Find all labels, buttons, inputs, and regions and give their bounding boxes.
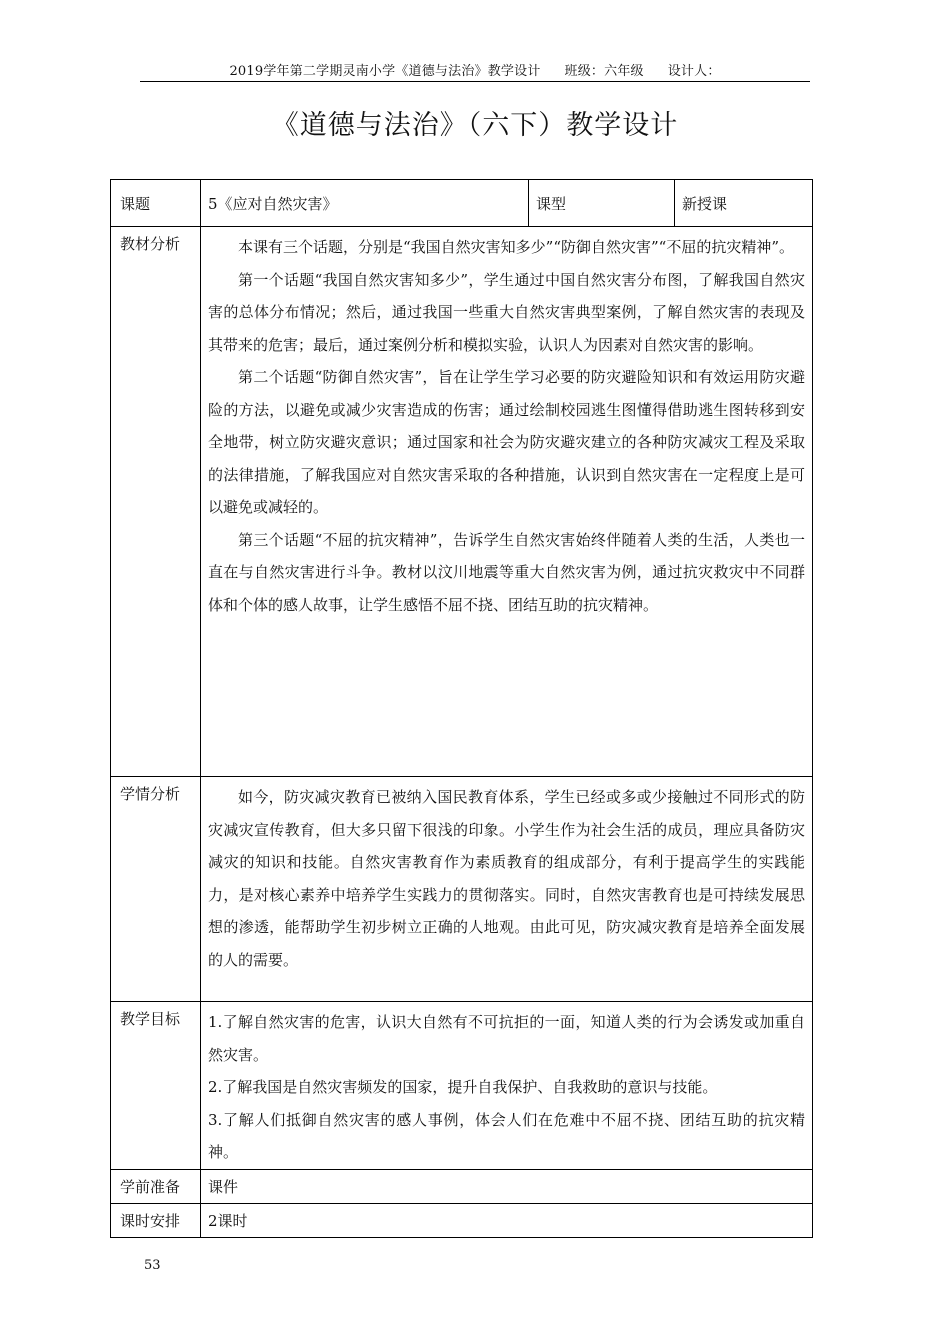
textbook-paragraph: 第二个话题“防御自然灾害”，旨在让学生学习必要的防灾避险知识和有效运用防灾避险的方法，以避免或减少灾害造成的伤害；通过绘制校园逃生图懂得借助逃生图转移到安全地带，树立防灾避灾意识；通过国家和社会为防灾避灾建立的各种防灾减灾工程及采取的法律措施，了解我国应对自然灾害采取的各种措施，认识到自然灾害在一定程度上是可以避免或减轻的。 [208,368,805,516]
preparation-value: 课件 [201,1169,813,1203]
textbook-paragraph: 第三个话题“不屈的抗灾精神”，告诉学生自然灾害始终伴随着人类的生活，人类也一直在与自然灾害进行斗争。教材以汶川地震等重大自然灾害为例，通过抗灾救灾中不同群体和个体的感人故事，让学生感悟不屈不挠、团结互助的抗灾精神。 [208,530,805,614]
schedule-label: 课时安排 [111,1203,201,1237]
schedule-row [111,1203,813,1237]
header-designer: 设计人： [667,64,721,79]
objectives-content [201,1002,813,1170]
student-analysis-row [111,777,813,1002]
topic-value: 5《应对自然灾害》 [201,180,529,227]
document-title: 《道德与法治》（六下）教学设计 [271,110,679,141]
preparation-label: 学前准备 [111,1169,201,1203]
page-header [140,60,810,82]
textbook-analysis-row [111,227,813,777]
page-number: 53 [144,1258,161,1273]
objective-item: 3.了解人们抵御自然灾害的感人事例，体会人们在危难中不屈不挠、团结互助的抗灾精神。 [208,1110,805,1161]
topic-row [111,180,813,227]
preparation-row [111,1169,813,1203]
objectives-row [111,1002,813,1170]
objective-item: 1.了解自然灾害的危害，认识大自然有不可抗拒的一面，知道人类的行为会诱发或加重自然灾害。 [208,1013,805,1064]
textbook-analysis-label: 教材分析 [111,227,201,777]
lesson-type-value: 新授课 [675,180,813,227]
objectives-label: 教学目标 [111,1002,201,1170]
lesson-plan-table [110,179,813,1238]
schedule-value: 2课时 [201,1203,813,1237]
student-paragraph: 如今，防灾减灾教育已被纳入国民教育体系，学生已经或多或少接触过不同形式的防灾减灾宣传教育，但大多只留下很浅的印象。小学生作为社会生活的成员，理应具备防灾减灾的知识和技能。自然灾害教育作为素质教育的组成部分，有利于提高学生的实践能力，是对核心素养中培养学生实践力的贯彻落实。同时，自然灾害教育也是可持续发展思想的渗透，能帮助学生初步树立正确的人地观。由此可见，防灾减灾教育是培养全面发展的人的需要。 [208,788,805,969]
textbook-paragraph: 本课有三个话题，分别是“我国自然灾害知多少”“防御自然灾害”“不屈的抗灾精神”。 [238,238,795,256]
textbook-paragraph: 第一个话题“我国自然灾害知多少”，学生通过中国自然灾害分布图，了解我国自然灾害的总体分布情况；然后，通过我国一些重大自然灾害典型案例，了解自然灾害的表现及其带来的危害；最后，通过案例分析和模拟实验，认识人为因素对自然灾害的影响。 [208,270,805,354]
textbook-analysis-content [201,227,813,777]
student-analysis-content [201,777,813,1002]
topic-label: 课题 [111,180,201,227]
lesson-type-label: 课型 [529,180,675,227]
student-analysis-label: 学情分析 [111,777,201,1002]
header-school: 2019学年第二学期灵南小学《道德与法治》教学设计 [229,64,541,79]
objective-item: 2.了解我国是自然灾害频发的国家，提升自我保护、自我救助的意识与技能。 [208,1078,718,1096]
header-grade: 班级：六年级 [564,64,644,79]
